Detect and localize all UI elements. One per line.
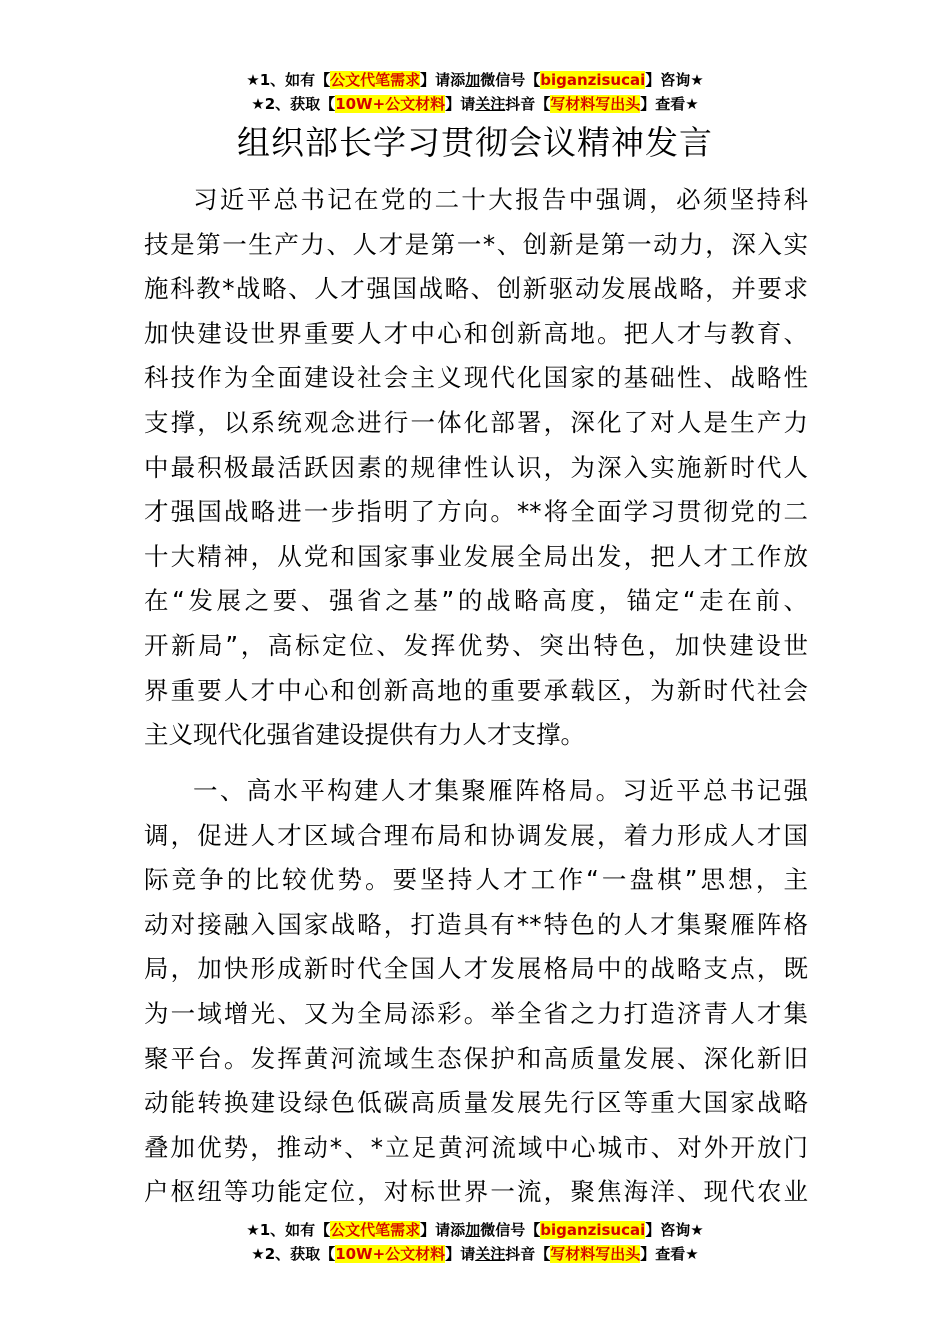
banner-line-1: [0, 69, 950, 93]
text-line: 加快建设世界重要人才中心和创新高地。把人才与教育、: [144, 318, 808, 348]
banner-text: ★1、如有【: [246, 1221, 331, 1239]
banner-highlight: 公文代笔需求: [330, 71, 421, 89]
text-line: 在“发展之要、强省之基”的战略高度，锚定“走在前、: [144, 586, 808, 616]
banner-highlight: 写材料写出头: [550, 95, 641, 113]
text-line: 才强国战略进一步指明了方向。**将全面学习贯彻党的二: [144, 497, 808, 527]
banner-text: 】查看★: [640, 1245, 699, 1263]
banner-text: ★2、获取【: [251, 95, 336, 113]
banner-text: 】请添: [420, 1221, 466, 1239]
banner-line-2: [0, 93, 950, 117]
banner-text: 】请: [445, 95, 476, 113]
text-line: 中最积极最活跃因素的规律性认识，为深入实施新时代人: [144, 452, 808, 482]
text-line: 支撑，以系统观念进行一体化部署，深化了对人是生产力: [144, 407, 808, 437]
banner-text: 】查看★: [640, 95, 699, 113]
header-banner: [0, 69, 950, 117]
document-title: 组织部长学习贯彻会议精神发言: [237, 123, 713, 162]
text-line: 动对接融入国家战略，打造具有**特色的人才集聚雁阵格: [144, 909, 808, 939]
text-line: 为一域增光、又为全局添彩。举全省之力打造济青人才集: [144, 998, 808, 1028]
text-line: 开新局”，高标定位、发挥优势、突出特色，加快建设世: [144, 630, 808, 660]
text-line: 技是第一生产力、人才是第一*、创新是第一动力，深入实: [144, 229, 808, 259]
banner-highlight: 写材料写出头: [550, 1245, 641, 1263]
text-line: 调，促进人才区域合理布局和协调发展，着力形成人才国: [144, 820, 808, 850]
banner-text: 】咨询★: [645, 71, 704, 89]
paragraph-2: [144, 769, 808, 1215]
banner-text: 】请: [445, 1245, 476, 1263]
banner-text: 】请添: [420, 71, 466, 89]
text-line: 局，加快形成新时代全国人才发展格局中的战略支点，既: [144, 954, 808, 984]
text-line: 动能转换建设绿色低碳高质量发展先行区等重大国家战略: [144, 1088, 808, 1118]
banner-text: 】咨询★: [645, 1221, 704, 1239]
banner-highlight: 10W+公文材料: [335, 1245, 446, 1263]
banner-line-1: [0, 1219, 950, 1243]
banner-text: ★1、如有【: [246, 71, 331, 89]
text-line: 施科教*战略、人才强国战略、创新驱动发展战略，并要求: [144, 274, 808, 304]
text-line: 十大精神，从党和国家事业发展全局出发，把人才工作放: [144, 541, 808, 571]
banner-highlight: 公文代笔需求: [330, 1221, 421, 1239]
banner-text: 加: [465, 71, 481, 89]
text-line: 科技作为全面建设社会主义现代化国家的基础性、战略性: [144, 363, 808, 393]
text-line: 主义现代化强省建设提供有力人才支撑。: [144, 720, 585, 750]
banner-text: ★2、获取【: [251, 1245, 336, 1263]
banner-line-2: [0, 1243, 950, 1267]
banner-text: 加: [465, 1221, 481, 1239]
text-line: 叠加优势，推动*、*立足黄河流域中心城市、对外开放门: [144, 1132, 808, 1162]
text-line: 习近平总书记在党的二十大报告中强调，必须坚持科: [193, 185, 808, 214]
banner-text: 抖音【: [505, 1245, 551, 1263]
banner-text: 微信号【: [480, 1221, 541, 1239]
banner-text: 关注: [475, 1245, 506, 1263]
text-line: 户枢纽等功能定位，对标世界一流，聚焦海洋、现代农业: [144, 1177, 808, 1207]
text-line: 聚平台。发挥黄河流域生态保护和高质量发展、深化新旧: [144, 1043, 808, 1073]
paragraph-1: [144, 178, 808, 758]
banner-text: 关注: [475, 95, 506, 113]
text-line: 界重要人才中心和创新高地的重要承载区，为新时代社会: [144, 675, 808, 705]
banner-highlight: biganzisucai: [540, 1221, 646, 1239]
banner-highlight: 10W+公文材料: [335, 95, 446, 113]
footer-banner: [0, 1219, 950, 1267]
banner-highlight: biganzisucai: [540, 71, 646, 89]
banner-text: 抖音【: [505, 95, 551, 113]
text-line: 一、高水平构建人才集聚雁阵格局。习近平总书记强: [193, 776, 808, 805]
banner-text: 微信号【: [480, 71, 541, 89]
text-line: 际竞争的比较优势。要坚持人才工作“一盘棋”思想，主: [144, 865, 808, 895]
